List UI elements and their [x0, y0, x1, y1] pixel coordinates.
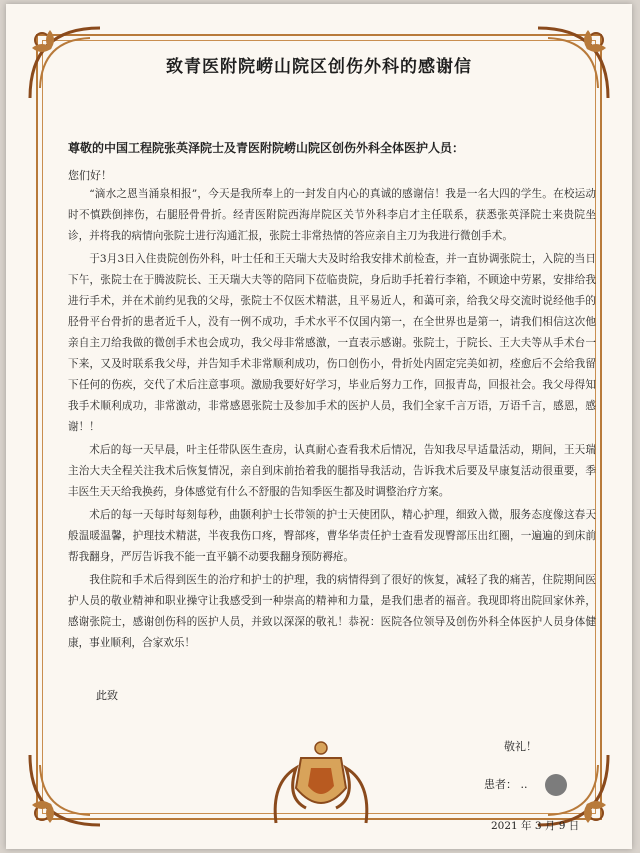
closing-jingli: 敬礼！ — [504, 740, 537, 753]
greeting: 您们好！ — [68, 169, 112, 182]
closing-cizhi: 此致 — [96, 689, 118, 702]
crest-emblem-icon — [266, 728, 376, 838]
letter-date: 2021 年 3 月 9 日 — [491, 820, 580, 832]
letter-paper — [6, 4, 632, 849]
paragraph: 术后的每一天每时每刻每秒，曲颢利护士长带领的护士天使团队，精心护理，细致入微，服务态度像这春天般温暖温馨，护理技术精湛，半夜我伤口疼，臀部疼，曹华华责任护士查看发现臀部压出红圈，一遍遍的到床前帮我翻身，严厉告诉我不能一直平躺不动要我翻身预防褥疮。 — [68, 509, 596, 563]
paragraph: 我住院和手术后得到医生的治疗和护士的护理，我的病情得到了很好的恢复，减轻了我的痛苦，住院期间医护人员的敬业精神和职业操守让我感受到一种崇高的精神和力量，是我们患者的福音。我现即将出院回家休养，感谢张院士，感谢创伤科的医护人员，并致以深深的敬礼！恭祝：医院各位领导及创伤外科全体医护人员身体健康，事业顺利，合家欢乐！ — [68, 574, 596, 649]
letter-body — [68, 184, 596, 656]
paragraph: “滴水之恩当涌泉相报”，今天是我所奉上的一封发自内心的真诚的感谢信！我是一名大四的学生。在校运动时不慎跌倒摔伤，右腿胫骨骨折。经青医附院西海岸院区关节外科李启才主任联系，获悉张英泽院士来贵院坐诊，并将我的病情向张院士进行沟通汇报，张院士非常热情的答应亲自主刀为我进行微创手术。 — [68, 188, 596, 242]
paragraph: 于3月3日入住贵院创伤外科，叶士任和王天瑞大夫及时给我安排术前检查，并一直协调张院士，入院的当日下午，张院士在于腾波院长、王天瑞大夫等的陪同下莅临贵院，身后助手托着行李箱，不顾途中劳累，安排给我进行手术，并在术前约见我的父母，张院士不仅医术精湛，且平易近人，和蔼可亲，给我父母交流时说经他手的胫骨平台骨折的患者近千人，没有一例不成功，手术水平不仅国内第一，在全世界也是第一，请我们相信这次他亲自主刀给我做的微创手术也会成功，我父母非常感激，一直表示感谢。张院士，于院长、王大夫等从手术台一下来，又及时联系我父母，并告知手术非常顺利成功，伤口创伤小，骨折处内固定完美如初，痊愈后不会给我留下任何的伤疾，交代了术后注意事项。激励我要好好学习，毕业后努力工作，回报青岛，回报社会。我父母得知我手术顺利成功，非常激动，非常感恩张院士及参加手术的医护人员，我们全家千言万语，万语千言，感恩，感谢！！ — [68, 253, 596, 433]
paragraph: 术后的每一天早晨，叶主任带队医生查房，认真耐心查看我术后情况，告知我尽早适量活动，期间，王天瑞主治大夫全程关注我术后恢复情况，亲自到床前抬着我的腿指导我活动，告诉我术后要及早康复活动很重要，季丰医生天天给我换药，身体感觉有什么不舒服的告知季医生都及时调整治疗方案。 — [68, 444, 596, 498]
letter-title: 致青医附院崂山院区创伤外科的感谢信 — [166, 57, 472, 77]
signature-line — [484, 774, 567, 796]
signer-label: 患者： — [484, 778, 517, 791]
salutation: 尊敬的中国工程院张英泽院士及青医附院崂山院区创伤外科全体医护人员： — [68, 141, 465, 155]
corner-ornament-bottom-left-icon — [20, 745, 110, 835]
signer-name: .. — [520, 778, 528, 791]
redacted-name-blur — [545, 774, 567, 796]
